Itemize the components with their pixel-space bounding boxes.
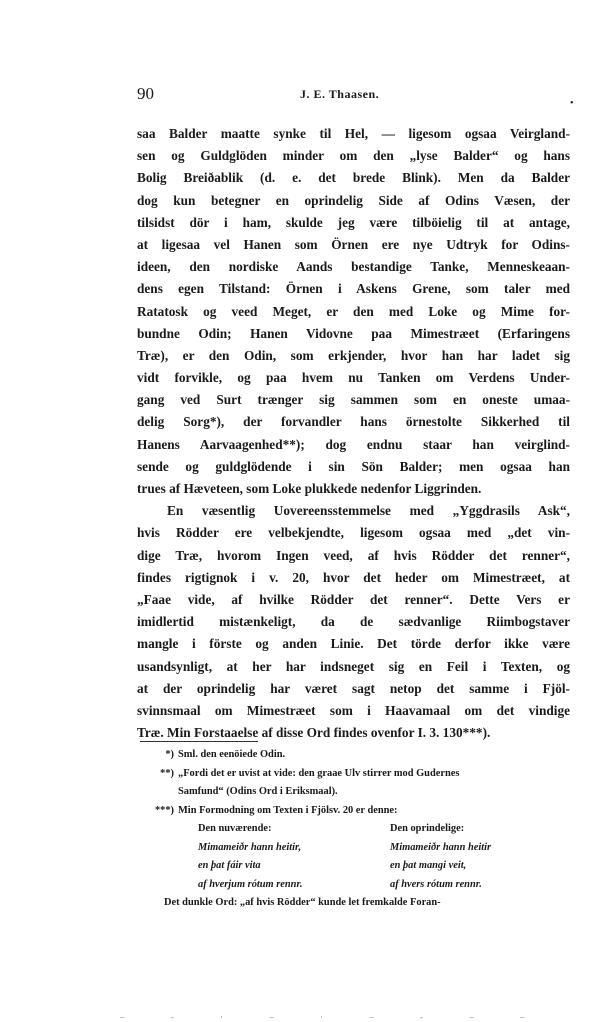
bottom-scan-marks: – - · – · – - – – xyxy=(120,1012,547,1022)
footnote-text: Min Formodning om Texten i Fjölsv. 20 er denne: xyxy=(178,804,398,816)
text-line: at ligesaa vel Hanen som Örnen ere nye Udtryk for Odins- xyxy=(137,236,570,252)
verse-row xyxy=(140,876,570,895)
text-line: imidlertid mistænkeligt, da de sædvanlige Riimbogstaver xyxy=(137,614,570,630)
text-line: mangle i förste og anden Linie. Det törde derfor ikke være xyxy=(137,636,570,652)
text-line: ideen, den nordiske Aands bestandige Tanke, Menneskeaan- xyxy=(137,259,570,275)
text-line: Ratatosk og veed Meget, er den med Loke og Mime for- xyxy=(137,303,570,319)
verse-current-line: af hverjum rótum rennr. xyxy=(198,878,303,890)
text-line: „Faae vide, af hvilke Rödder det renner“. Dette Vers er xyxy=(137,591,570,607)
text-line: vidt forvikle, og paa hvem nu Tanken om Verdens Under- xyxy=(137,370,570,386)
text-line: tilsidst dör i ham, skulde jeg være tilböielig til at antage, xyxy=(137,214,570,230)
text-line: gang ved Surt trænger sig sammen som en oneste umaa- xyxy=(137,392,570,408)
text-line: En væsentlig Uovereensstemmelse med „Yggdrasils Ask“, xyxy=(167,503,570,519)
verse-original-line: Mimameiðr hann heitir xyxy=(390,841,492,853)
verse-current-line: Mimameiðr hann heitir, xyxy=(198,841,302,853)
text-line: Bolig Breiðablik (d. e. det brede Blink). Men da Balder xyxy=(137,170,570,186)
text-line: dens egen Tilstand: Örnen i Askens Grene, som taler med xyxy=(137,281,570,297)
verse-column-headers xyxy=(140,820,570,839)
text-line: Træ. Min Forstaaelse af disse Ord findes ovenfor I. 3. 130***). xyxy=(137,725,491,741)
text-line: Hanens Aarvaagenhed**); dog endnu staar han veirglind- xyxy=(137,436,570,452)
text-line: trues af Hæveteen, som Loke plukkede nedenfor Liggrinden. xyxy=(137,481,482,496)
footnote-marker: ***) xyxy=(154,804,174,816)
footnote-marker: **) xyxy=(160,767,174,779)
text-line: saa Balder maatte synke til Hel, — ligesom ogsaa Veirgland- xyxy=(137,126,570,141)
footnote-1 xyxy=(140,746,570,765)
text-line: usandsynligt, at her har indsneget sig en Feil i Texten, og xyxy=(137,658,570,674)
page-header xyxy=(137,84,574,108)
verse-current-line: en þat fáir vita xyxy=(198,860,261,871)
footnote-separator xyxy=(140,741,258,742)
text-line: sende og guldglödende i sin Sön Balder; men ogsaa han xyxy=(137,458,570,474)
margin-mark: • xyxy=(570,98,574,109)
footnote-2 xyxy=(140,765,570,784)
footnote-3 xyxy=(140,802,570,821)
text-line: dog kun betegner en oprindelig Side af Odins Væsen, der xyxy=(137,192,570,208)
column-current-heading: Den nuværende: xyxy=(198,823,272,834)
body-text xyxy=(137,123,570,744)
running-head: J. E. Thaasen. xyxy=(300,87,380,101)
text-line: delig Sorg*), der forvandler hans örnestolte Sikkerhed til xyxy=(137,414,570,430)
text-line: dige Træ, hvorom Ingen veed, af hvis Rödder det renner“, xyxy=(137,547,570,563)
footnote-text: „Fordi det er uvist at vide: den graae Ulv stirrer mod Gudernes xyxy=(178,767,460,779)
text-line: at der oprindelig har været sagt netop det samme i Fjöl- xyxy=(137,680,570,696)
text-line: svinnsmaal om Mimestræet som i Haavamaal om det vindige xyxy=(137,702,570,718)
footnote-marker: *) xyxy=(165,749,174,760)
text-line: bundne Odin; Hanen Vidovne paa Mimestræet (Erfaringens xyxy=(137,325,570,341)
verse-original-line: af hvers rótum rennr. xyxy=(390,878,482,890)
text-line: Træ), er den Odin, som erkjender, hvor han har ladet sig xyxy=(137,347,570,363)
footnote-last-line: Det dunkle Ord: „af hvis Rödder“ kunde let fremkalde Foran- xyxy=(164,897,441,908)
footnotes xyxy=(140,746,570,913)
text-line: hvis Rödder ere velbekjendte, ligesom ogsaa med „det vin- xyxy=(137,525,570,541)
verse-row xyxy=(140,839,570,858)
verse-original-line: en þat mangi veit, xyxy=(390,860,467,871)
footnote-text: Sml. den eenöiede Odin. xyxy=(178,749,286,760)
column-original-heading: Den oprindelige: xyxy=(390,823,465,834)
page-number: 90 xyxy=(137,84,154,103)
text-line: sen og Guldglöden minder om den „lyse Balder“ og hans xyxy=(137,148,570,164)
footnote-continuation: Samfund“ (Odins Ord i Eriksmaal). xyxy=(178,786,338,797)
text-line: findes rigtignok i v. 20, hvor det heder om Mimestræet, at xyxy=(137,569,570,585)
verse-row xyxy=(140,857,570,876)
